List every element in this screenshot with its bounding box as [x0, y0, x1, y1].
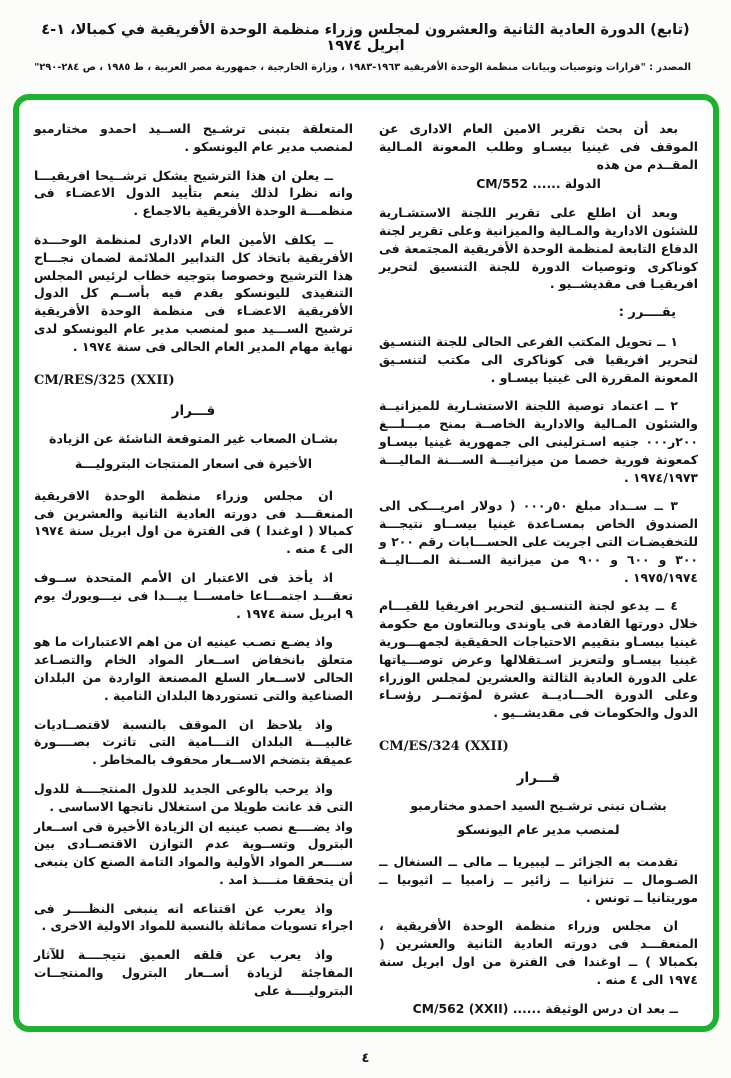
paragraph: ــ يعلن ان هذا الترشيح يشكل ترشــيحا افريقيـــا وانه نظرا لذلك ينعم بتأييد الدول الاعضـاء فى منظمـــة الوحدة الأفريقية بالاجماع . — [34, 167, 353, 219]
paragraph: واذ يعرب عن اقتناعه انه ينبغى النظــــر فى اجراء تسويات مماثلة بالنسبة للمواد الاولية الاخرى . — [34, 900, 353, 934]
page-header — [0, 22, 731, 73]
paragraph: ــ يكلف الأمين العام الادارى لمنظمة الوحـــدة الأفريقية باتخاذ كل التدابير الملائمة لضمان نجـــاح هذا الترشيح وخصوصا بتوجيه خطاب لرئيس المجلس التنفيذى لليونسكو يقدم فيه بأســم كل الدول الأفريقية الاعضـاء فى منظمة الوحدة الأفريقية ترشيح الســـيد مبو لمنصب مدير عام اليونسكو لدى نهاية مهام المدير العام الحالى فى سنة ١٩٧٤ . — [34, 231, 353, 354]
two-column-layout — [34, 120, 698, 1018]
paragraph: واذ يلاحظ ان الموقف بالنسبة لاقتصــاديات غالبيـــة البلدان النـــامية التى تاثرت بصــــورة عميقة بتضخم الاســعار محفوف بالمخاطر . — [34, 716, 353, 768]
paragraph: تقدمت به الجزائر ــ ليبيريا ــ مالى ــ السنغال ــ الصـومال ــ تنزانيا ــ زائير ــ زامبيا ــ اثيوبيا ــ موريتانيا ــ تونس . — [379, 854, 698, 905]
resolution-subtitle: الأخيرة فى اسعار المنتجات البتروليـــة — [74, 455, 313, 471]
resolution-title: قـــرار — [171, 403, 216, 420]
decree-item-3: ٣ ــ ســداد مبلغ ٥٠ر٠٠٠ ( دولار امريـــكى الى الصندوق الخاص بمسـاعدة غينيا بيســاو نتيجـــة للتخفيضـات التى اجريت على الحســـابات رقم ٢٠٠ و ٣٠٠ و ٦٠٠ و ٩٠٠ من ميزانية الســنة المـــاليــة ١٩٧٥/١٩٧٤ . — [379, 498, 699, 585]
document-source-line: المصدر : "قرارات وتوصيات وبيانات منظمة الوحدة الأفريقية ١٩٦٣-١٩٨٣ ، وزارة الخارجية ، جمهورية مصر العربية ، ط ١٩٨٥ ، ص ٢٨٤-٢٩٠" — [34, 62, 691, 73]
decree-heading: يقــــرر : — [618, 305, 676, 321]
resolution-code: CM/ES/324 (XXII) — [379, 738, 509, 754]
document-reference-line: الدولة ...... CM/552 — [476, 176, 601, 192]
paragraph: اذ يأخذ فى الاعتبار ان الأمم المتحدة ســوف تعقـــد اجتمـــاعا خامســـا يبـــدا فى نيـــويورك يوم ٩ ابريل سنة ١٩٧٤ . — [34, 569, 353, 621]
resolution-subtitle: بشـان الصعاب غير المتوقعة الناشئة عن الزيادة — [49, 431, 338, 447]
paragraph: وبعد أن اطلع على تقرير اللجنة الاستشـارية للشئون الادارية والمـالية والميزانية وعلى تقرير لجنة الدفاع التابعة لمنظمة الوحدة الأفريقية المجتمعة فى كوناكرى وتوصيات الدورة للجنة التنسيق لتحرير افريقيـا فى مقديشــيو . — [379, 205, 698, 292]
paragraph: واذ يضــــع نصب عينيه ان الزيادة الأخيرة فى اســعار البترول وتســوية عدم التوازن الاقتصــادى بين ســــعر المواد الأولية والمواد التامة الصنع كان ينبغى أن يتحققا منــــذ امد . — [34, 818, 353, 887]
resolution-subtitle: بشـان تبنى ترشـيح السيد احمدو مختارمبو — [410, 797, 667, 813]
page-footer — [0, 1051, 731, 1066]
left-column — [34, 120, 353, 1018]
page-number: ٤ — [361, 1051, 370, 1066]
right-column — [379, 120, 698, 1018]
paragraph: واذ يضـع نصـب عينيه ان من اهم الاعتبارات ما هو متعلق بانخفاض اســعار المواد الخام والتصـاعد الحالى لاســعار السلع المصنعة الواردة من البلدان الصناعية والتى تستوردها البلدان النامية . — [34, 634, 353, 703]
document-reference-line: ــ بعد ان درس الوثيقة ...... CM/562 (XXII) — [412, 1000, 678, 1016]
paragraph: واذ يرحب بالوعى الجديد للدول المنتجــــة للدول التى قد عانت طويلا من استغلال ناتجها الاساسى . — [34, 780, 353, 814]
decree-item-2: ٢ ــ اعتماد توصية اللجنة الاستشـارية للميزانيــة والشئون المـالية والادارية الخاصــة بمنح مبـــلـــغ ٢٠٠ر٠٠٠ جنيه اسـترلينى الى جمهورية غينيا بيسـاو كمعونة فورية خصما من ميزانيـــة الســـنة الماليـــة ١٩٧٤/١٩٧٣ . — [379, 398, 698, 485]
decree-item-4: ٤ ــ يدعو لجنة التنسـيق لتحرير افريقيا للقيـــام خلال دورتها القادمة فى ياوندى وبالتعاون مع حكومة غينيا بيسـاو بتقييم الاحتياجات الحقيقية لجمهـــورية غينيا بيسـاو ولتعزيز اسـتقلالها وعرض توصـــياتها على الدورة العادية الثالثة والعشرين لمجلس الوزراء وعلى الدورة الحـــاديــة عشرة لمؤتمــر رؤسـاء الدول والحكومات فى مقديشــيو . — [379, 598, 698, 721]
decree-item-1: ١ ــ تحويل المكتب الفرعى الحالى للجنة التنسـيق لتحرير افريقيا فى كوناكرى الى مكتب لتنسـيق المعونة المقررة الى غينيا بيسـاو . — [379, 333, 698, 385]
paragraph: بعد أن بحث تقرير الامين العام الادارى عن الموقف فى غينيا بيسـاو وطلب المعونة المـالية المقــدم من هذه — [379, 121, 698, 172]
paragraph: ان مجلس وزراء منظمة الوحدة الأفريقية ، المنعقـــد فى دورته العادية الثانية والعشرين ( بكمبالا ) ــ اوغندا فى الفترة من اول ابريل سنة ١٩٧٤ الى ٤ منه . — [379, 918, 698, 987]
green-border-frame — [13, 94, 719, 1032]
document-title: (تابع) الدورة العادية الثانية والعشرون لمجلس وزراء منظمة الوحدة الأفريقية في كمبالا، ١-٤ ابريل ١٩٧٤ — [41, 22, 690, 54]
resolution-code: CM/RES/325 (XXII) — [34, 372, 175, 388]
paragraph: ان مجلس وزراء منظمة الوحدة الافريقية المنعقـــد فى دورته العادية الثانية والعشرين فى كمبالا ( اوغندا ) فى الفترة من اول ابريل سنة ١٩٧٤ الى ٤ منه . — [34, 487, 353, 557]
resolution-title: قـــرار — [516, 769, 561, 786]
paragraph: المتعلقة بتبنى ترشـيح الســيد احمدو مختارمبو لمنصب مدير عام اليونسكو . — [34, 121, 353, 154]
paragraph: واذ يعرب عن قلقه العميق نتيجــــة للآثار المفاجئة لزيادة أســعار البترول والمنتجــات البتروليــــة على — [34, 947, 353, 998]
resolution-subtitle: لمنصب مدير عام اليونسكو — [457, 822, 620, 838]
